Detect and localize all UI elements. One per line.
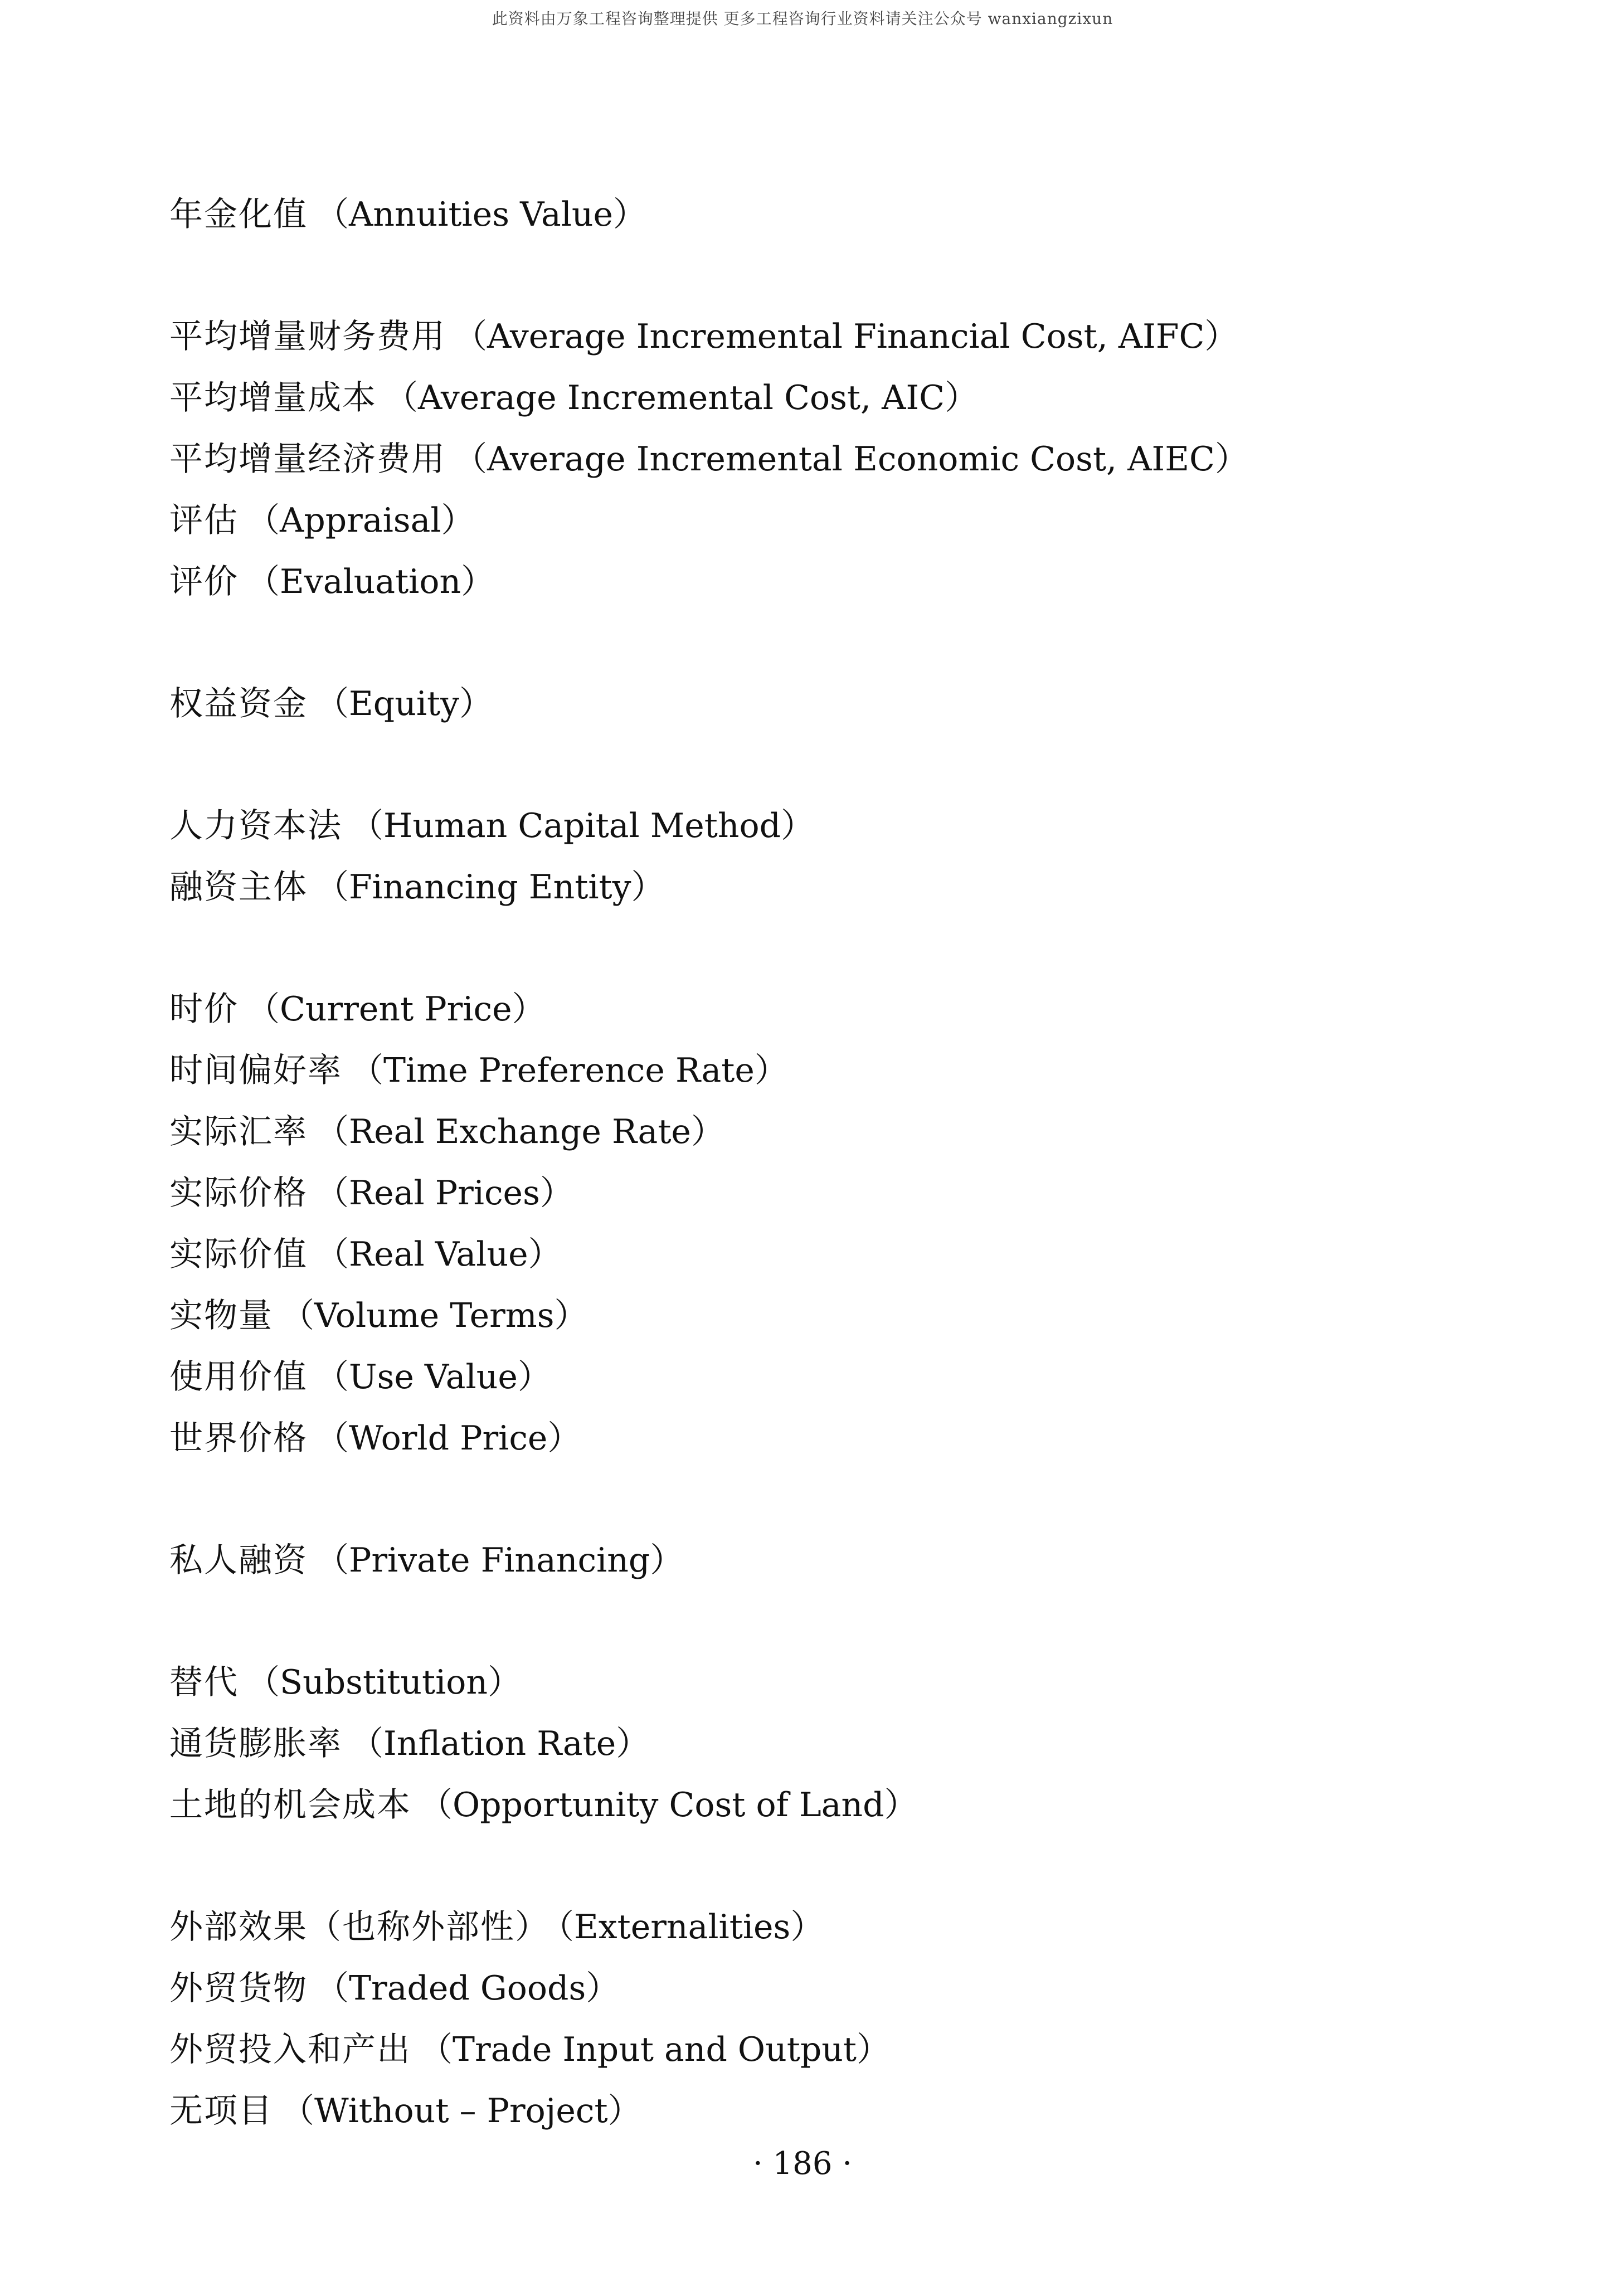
term-chinese: 年金化值	[169, 195, 308, 234]
term-english: （Externalities）	[557, 1908, 824, 1947]
term-chinese: 通货膨胀率	[169, 1724, 342, 1763]
term-chinese: 融资主体	[169, 868, 308, 907]
term-chinese: 时价	[169, 990, 239, 1029]
term-english: （Trade Input and Output）	[419, 2030, 891, 2069]
term-english: （Financing Entity）	[315, 868, 665, 907]
term-chinese: 实际价格	[169, 1174, 308, 1213]
term-english: （Substitution）	[246, 1663, 522, 1702]
glossary-entry	[169, 979, 1507, 1040]
glossary-entry	[169, 1652, 1507, 1713]
term-english: （Real Value）	[315, 1235, 562, 1274]
glossary-entry	[169, 1958, 1507, 2019]
glossary-entry	[169, 1101, 1507, 1162]
term-chinese: 时间偏好率	[169, 1051, 342, 1090]
glossary-entry	[169, 1224, 1507, 1285]
glossary-entry	[169, 1162, 1507, 1224]
term-chinese: 平均增量成本	[169, 378, 377, 417]
term-english: （Real Exchange Rate）	[315, 1112, 724, 1151]
glossary-group	[169, 1896, 1507, 2142]
term-english: （World Price）	[315, 1419, 581, 1458]
glossary-entry	[169, 1408, 1507, 1469]
term-english: （Average Incremental Cost, AIC）	[385, 378, 979, 417]
glossary-group	[169, 1530, 1507, 1591]
term-chinese: 实际汇率	[169, 1112, 308, 1151]
glossary-entry	[169, 673, 1507, 734]
glossary-group	[169, 979, 1507, 1469]
term-english: （Equity）	[315, 684, 493, 723]
term-english: （Opportunity Cost of Land）	[419, 1786, 918, 1825]
term-chinese: 外贸货物	[169, 1969, 308, 2008]
term-chinese: 权益资金	[169, 684, 308, 723]
glossary-entry	[169, 2019, 1507, 2080]
term-chinese: 平均增量财务费用	[169, 317, 446, 356]
glossary-entry	[169, 2080, 1507, 2142]
glossary-entry	[169, 490, 1507, 551]
glossary-entry	[169, 1530, 1507, 1591]
term-chinese: 实际价值	[169, 1235, 308, 1274]
term-english: （Private Financing）	[315, 1541, 684, 1580]
glossary-group	[169, 795, 1507, 918]
glossary-entry	[169, 1774, 1507, 1836]
glossary-entry	[169, 857, 1507, 918]
glossary-entry	[169, 1346, 1507, 1408]
glossary-entry	[169, 1040, 1507, 1101]
term-chinese: 平均增量经济费用	[169, 440, 446, 479]
term-english: （Without – Project）	[281, 2091, 641, 2130]
glossary-entry	[169, 306, 1507, 367]
term-english: （Current Price）	[246, 990, 546, 1029]
term-chinese: 土地的机会成本	[169, 1786, 411, 1825]
page-number: · 186 ·	[752, 2146, 853, 2182]
term-chinese: 使用价值	[169, 1358, 308, 1397]
glossary-group	[169, 306, 1507, 612]
glossary-list	[169, 184, 1507, 2202]
glossary-group	[169, 673, 1507, 734]
glossary-entry	[169, 1896, 1507, 1958]
term-english: （Use Value）	[315, 1358, 551, 1397]
glossary-entry	[169, 429, 1507, 490]
term-chinese: 替代	[169, 1663, 239, 1702]
glossary-entry	[169, 184, 1507, 245]
term-english: （Inflation Rate）	[350, 1724, 650, 1763]
term-english: （Real Prices）	[315, 1174, 573, 1213]
term-english: （Average Incremental Financial Cost, AIFC）	[454, 317, 1238, 356]
term-chinese: 人力资本法	[169, 806, 342, 845]
term-english: （Volume Terms）	[281, 1296, 588, 1335]
glossary-entry	[169, 1713, 1507, 1774]
glossary-entry	[169, 795, 1507, 857]
term-english: （Traded Goods）	[315, 1969, 620, 2008]
term-chinese: 评价	[169, 562, 239, 601]
term-chinese: 无项目	[169, 2091, 273, 2130]
term-chinese: 评估	[169, 501, 239, 540]
term-english: （Average Incremental Economic Cost, AIEC）	[454, 440, 1248, 479]
glossary-group	[169, 184, 1507, 245]
glossary-group	[169, 1652, 1507, 1836]
term-chinese: 私人融资	[169, 1541, 308, 1580]
term-english: （Evaluation）	[246, 562, 495, 601]
glossary-entry	[169, 1285, 1507, 1346]
term-english: （Human Capital Method）	[350, 806, 814, 845]
term-chinese: 世界价格	[169, 1419, 308, 1458]
glossary-entry	[169, 367, 1507, 429]
term-chinese: 外部效果（也称外部性）	[169, 1908, 549, 1947]
term-chinese: 实物量	[169, 1296, 273, 1335]
term-english: （Time Preference Rate）	[350, 1051, 788, 1090]
term-english: （Appraisal）	[246, 501, 475, 540]
term-chinese: 外贸投入和产出	[169, 2030, 411, 2069]
header-watermark: 此资料由万象工程咨询整理提供 更多工程咨询行业资料请关注公众号 wanxiangzixun	[492, 9, 1113, 28]
term-english: （Annuities Value）	[315, 195, 647, 234]
glossary-entry	[169, 551, 1507, 612]
